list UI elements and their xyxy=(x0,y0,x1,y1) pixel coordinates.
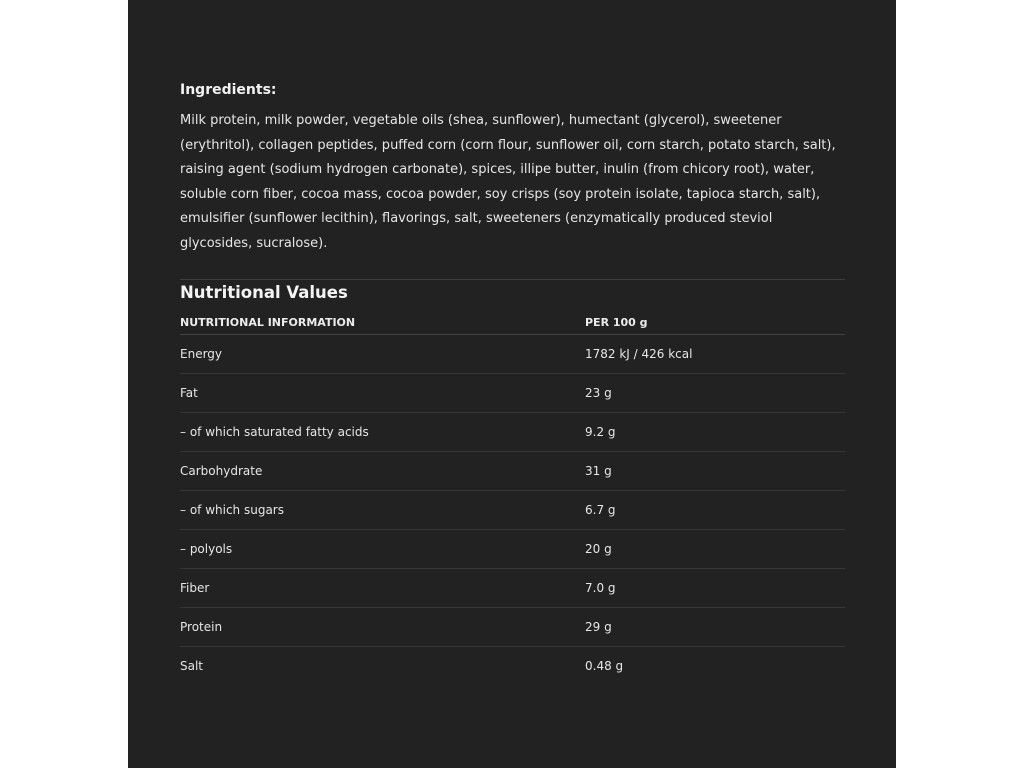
nutrient-name: Salt xyxy=(180,659,204,673)
table-row xyxy=(180,452,845,491)
nutrient-name: – of which saturated fatty acids xyxy=(180,413,585,452)
table-row xyxy=(180,647,845,686)
nutrient-value: 6.7 g xyxy=(585,491,845,530)
nutrient-value: 20 g xyxy=(585,530,845,569)
table-row xyxy=(180,413,845,452)
table-row xyxy=(180,335,845,374)
nutrient-value: 9.2 g xyxy=(585,413,845,452)
nutrition-table-header xyxy=(180,310,845,335)
table-row xyxy=(180,569,845,608)
nutrient-name: – polyols xyxy=(180,530,585,569)
nutrient-name: Protein xyxy=(180,608,585,647)
nutrient-value: 7.0 g xyxy=(585,569,845,608)
nutrition-heading: Nutritional Values xyxy=(180,283,348,302)
nutrient-value: 23 g xyxy=(585,374,845,413)
nutrient-value: 29 g xyxy=(585,608,845,647)
product-details-panel xyxy=(128,0,896,768)
nutrient-name: Fiber xyxy=(180,569,585,608)
nutrient-name: – of which sugars xyxy=(180,491,585,530)
table-row xyxy=(180,530,845,569)
ingredients-heading: Ingredients: xyxy=(180,82,277,98)
section-divider xyxy=(180,279,845,280)
nutrient-value: 1782 kJ / 426 kcal xyxy=(585,335,845,374)
nutrition-table xyxy=(180,310,845,685)
column-header-per-100g: PER 100 g xyxy=(585,310,845,335)
nutrient-value: 0.48 g xyxy=(585,659,624,673)
ingredients-text: Milk protein, milk powder, vegetable oils (shea, sunflower), humectant (glycerol), sweetener (erythritol), collagen peptides, puffed corn (corn flour, sunflower oil, corn starch, potato starch, salt), raising agent (sodium hydrogen carbonate), spices, illipe butter, inulin (from chicory root), water, soluble corn fiber, cocoa mass, cocoa powder, soy crisps (soy protein isolate, tapioca starch, salt), emulsifier (sunflower lecithin), flavorings, salt, sweeteners (enzymatically produced steviol glycosides, sucralose). xyxy=(180,113,836,251)
nutrient-value: 31 g xyxy=(585,452,845,491)
table-row xyxy=(180,374,845,413)
table-row xyxy=(180,491,845,530)
column-header-nutrient: NUTRITIONAL INFORMATION xyxy=(180,310,585,335)
nutrient-name: Carbohydrate xyxy=(180,452,585,491)
nutrient-name: Energy xyxy=(180,335,585,374)
ingredients-section xyxy=(180,80,845,256)
product-details-content xyxy=(180,80,845,673)
nutrient-name: Fat xyxy=(180,374,585,413)
table-row xyxy=(180,608,845,647)
